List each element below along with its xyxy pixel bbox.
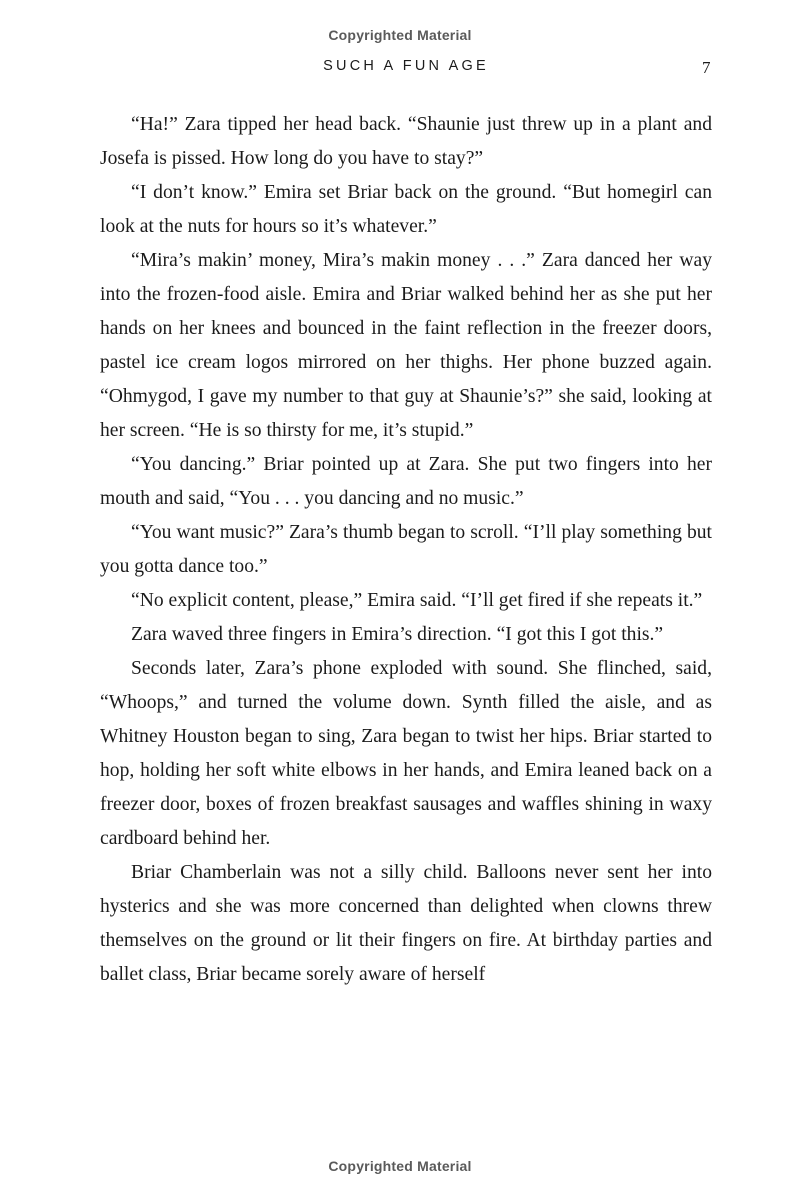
- copyright-watermark-bottom: Copyrighted Material: [328, 1158, 472, 1174]
- body-text: [100, 108, 712, 992]
- paragraph: “Mira’s makin’ money, Mira’s makin money . . .” Zara danced her way into the frozen-food aisle. Emira and Briar walked behind her as she put her hands on her knees and bounced in the faint reflection in the freezer doors, pastel ice cream logos mirrored on her thighs. Her phone buzzed again. “Ohmygod, I gave my number to that guy at Shaunie’s?” she said, looking at her screen. “He is so thirsty for me, it’s stupid.”: [100, 250, 712, 441]
- copyright-watermark-top: Copyrighted Material: [328, 27, 472, 43]
- running-header: [0, 58, 800, 82]
- paragraph: “No explicit content, please,” Emira said. “I’ll get fired if she repeats it.”: [131, 590, 703, 611]
- paragraph: Seconds later, Zara’s phone exploded with sound. She flinched, said, “Whoops,” and turned the volume down. Synth filled the aisle, and as Whitney Houston began to sing, Zara began to twist her hips. Briar started to hop, holding her soft white elbows in her hands, and Emira leaned back on a freezer door, boxes of frozen breakfast sausages and waffles shining in waxy cardboard behind her.: [100, 658, 712, 849]
- paragraph: “You want music?” Zara’s thumb began to scroll. “I’ll play something but you gotta dance too.”: [100, 522, 712, 577]
- running-title: SUCH A FUN AGE: [323, 58, 489, 74]
- paragraph: Briar Chamberlain was not a silly child. Balloons never sent her into hysterics and she was more concerned than delighted when clowns threw themselves on the ground or lit their fingers on fire. At birthday parties and ballet class, Briar became sorely aware of herself: [100, 862, 712, 985]
- paragraph: “Ha!” Zara tipped her head back. “Shaunie just threw up in a plant and Josefa is pissed. How long do you have to stay?”: [100, 114, 712, 169]
- page-number: 7: [702, 58, 711, 77]
- paragraph: Zara waved three fingers in Emira’s direction. “I got this I got this.”: [131, 624, 664, 645]
- paragraph: “You dancing.” Briar pointed up at Zara. She put two fingers into her mouth and said, “You . . . you dancing and no music.”: [100, 454, 712, 509]
- paragraph: “I don’t know.” Emira set Briar back on the ground. “But homegirl can look at the nuts for hours so it’s whatever.”: [100, 182, 712, 237]
